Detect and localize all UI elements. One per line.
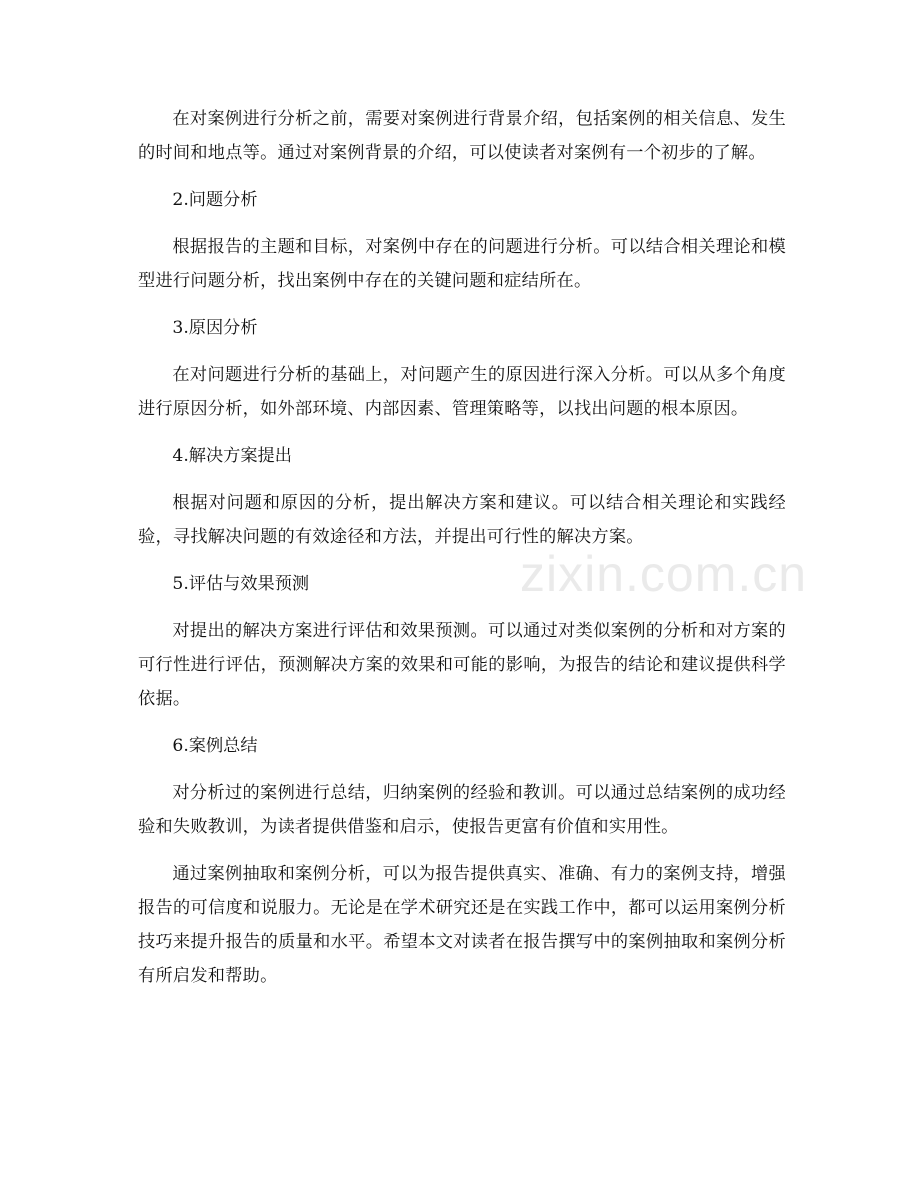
section-heading-evaluation: 5.评估与效果预测 [172, 574, 310, 594]
section-body-case-summary: 对分析过的案例进行总结，归纳案例的经验和教训。可以通过总结案例的成功经验和失败教训，为读者提供借鉴和启示，使报告更富有价值和实用性。 [138, 783, 786, 837]
section-heading-case-summary: 6.案例总结 [172, 736, 258, 756]
watermark-text: zixin.com.cn [520, 546, 808, 602]
section-heading-solution-proposal: 4.解决方案提出 [172, 446, 292, 466]
section-heading-problem-analysis: 2.问题分析 [172, 190, 258, 210]
section-heading-cause-analysis: 3.原因分析 [172, 318, 258, 338]
conclusion-paragraph: 通过案例抽取和案例分析，可以为报告提供真实、准确、有力的案例支持，增强报告的可信度和说服力。无论是在学术研究还是在实践工作中，都可以运用案例分析技巧来提升报告的质量和水平。希望本文对读者在报告撰写中的案例抽取和案例分析有所启发和帮助。 [138, 864, 786, 986]
section-body-problem-analysis: 根据报告的主题和目标，对案例中存在的问题进行分析。可以结合相关理论和模型进行问题分析，找出案例中存在的关键问题和症结所在。 [138, 237, 786, 291]
section-body-cause-analysis: 在对问题进行分析的基础上，对问题产生的原因进行深入分析。可以从多个角度进行原因分析，如外部环境、内部因素、管理策略等，以找出问题的根本原因。 [138, 365, 786, 419]
section-body-evaluation: 对提出的解决方案进行评估和效果预测。可以通过对类似案例的分析和对方案的可行性进行评估，预测解决方案的效果和可能的影响，为报告的结论和建议提供科学依据。 [138, 621, 786, 709]
document-body [138, 102, 786, 1006]
intro-paragraph: 在对案例进行分析之前，需要对案例进行背景介绍，包括案例的相关信息、发生的时间和地点等。通过对案例背景的介绍，可以使读者对案例有一个初步的了解。 [138, 109, 786, 163]
section-body-solution-proposal: 根据对问题和原因的分析，提出解决方案和建议。可以结合相关理论和实践经验，寻找解决问题的有效途径和方法，并提出可行性的解决方案。 [138, 493, 786, 547]
